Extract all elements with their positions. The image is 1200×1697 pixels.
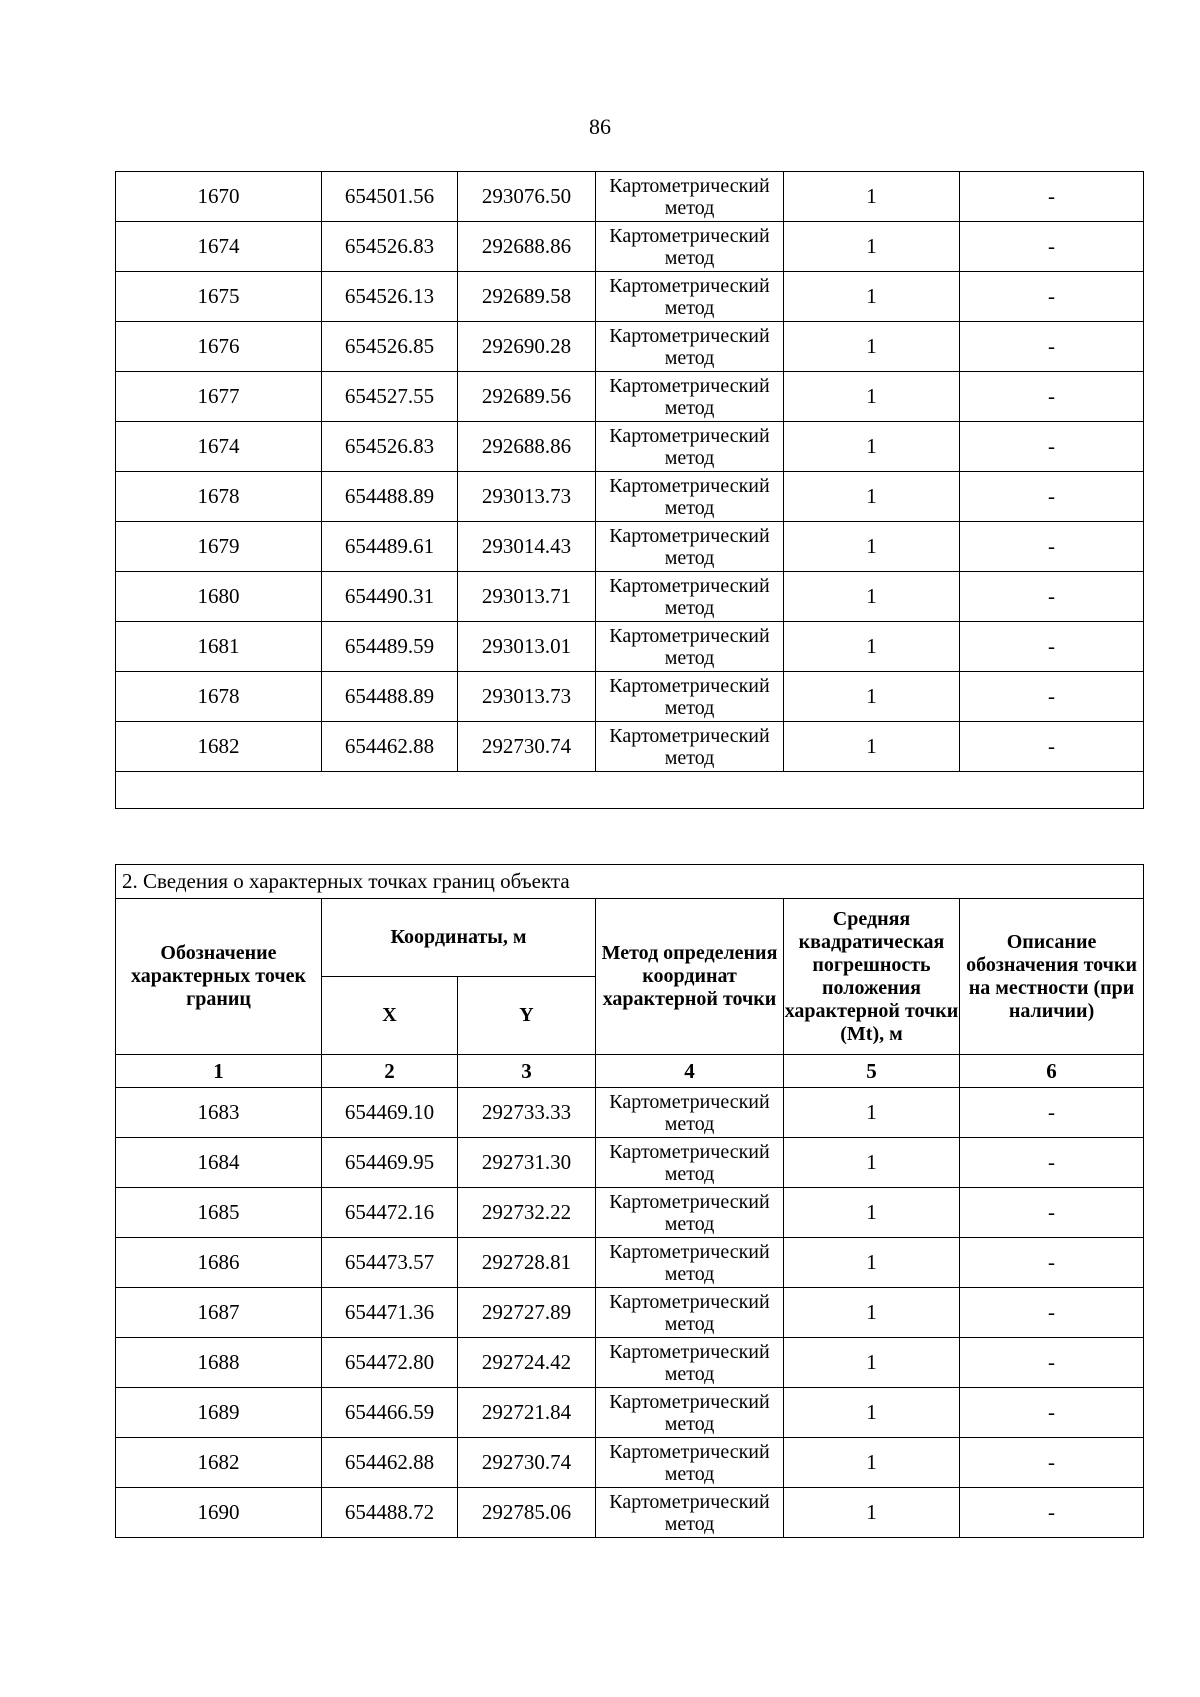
x-cell: 654526.83 xyxy=(322,222,458,272)
error-cell: 1 xyxy=(784,172,960,222)
error-cell: 1 xyxy=(784,1088,960,1138)
description-cell: - xyxy=(960,1088,1144,1138)
column-number: 3 xyxy=(458,1055,596,1088)
table-row xyxy=(116,1188,1144,1238)
header-method: Метод определения координат характерной точки xyxy=(596,899,784,1055)
point-cell: 1678 xyxy=(116,672,322,722)
method-cell: Картометрический метод xyxy=(596,622,784,672)
header-coordinates: Координаты, м xyxy=(322,899,596,977)
y-cell: 292690.28 xyxy=(458,322,596,372)
x-cell: 654489.61 xyxy=(322,522,458,572)
x-cell: 654501.56 xyxy=(322,172,458,222)
boundary-points-table xyxy=(115,864,1144,1538)
table-row xyxy=(116,322,1144,372)
method-cell: Картометрический метод xyxy=(596,222,784,272)
column-number: 1 xyxy=(116,1055,322,1088)
point-cell: 1674 xyxy=(116,222,322,272)
column-numbers-row xyxy=(116,1055,1144,1088)
description-cell: - xyxy=(960,222,1144,272)
coordinates-table-continued xyxy=(115,171,1144,809)
description-cell: - xyxy=(960,672,1144,722)
x-cell: 654526.83 xyxy=(322,422,458,472)
method-cell: Картометрический метод xyxy=(596,1438,784,1488)
point-cell: 1682 xyxy=(116,1438,322,1488)
x-cell: 654473.57 xyxy=(322,1238,458,1288)
error-cell: 1 xyxy=(784,1388,960,1438)
description-cell: - xyxy=(960,1138,1144,1188)
point-cell: 1680 xyxy=(116,572,322,622)
description-cell: - xyxy=(960,422,1144,472)
method-cell: Картометрический метод xyxy=(596,1138,784,1188)
y-cell: 292727.89 xyxy=(458,1288,596,1338)
table-row xyxy=(116,1438,1144,1488)
table-row xyxy=(116,272,1144,322)
description-cell: - xyxy=(960,372,1144,422)
method-cell: Картометрический метод xyxy=(596,1338,784,1388)
method-cell: Картометрический метод xyxy=(596,172,784,222)
table-row xyxy=(116,572,1144,622)
y-cell: 292728.81 xyxy=(458,1238,596,1288)
header-point-designation: Обозначение характерных точек границ xyxy=(116,899,322,1055)
y-cell: 292689.58 xyxy=(458,272,596,322)
y-cell: 292730.74 xyxy=(458,722,596,772)
error-cell: 1 xyxy=(784,1188,960,1238)
error-cell: 1 xyxy=(784,1438,960,1488)
point-cell: 1679 xyxy=(116,522,322,572)
method-cell: Картометрический метод xyxy=(596,372,784,422)
table-row xyxy=(116,1288,1144,1338)
table-row xyxy=(116,172,1144,222)
point-cell: 1683 xyxy=(116,1088,322,1138)
y-cell: 292731.30 xyxy=(458,1138,596,1188)
table-row xyxy=(116,1138,1144,1188)
x-cell: 654488.89 xyxy=(322,672,458,722)
table-row xyxy=(116,1338,1144,1388)
point-cell: 1677 xyxy=(116,372,322,422)
table-caption-row xyxy=(116,865,1144,899)
x-cell: 654472.16 xyxy=(322,1188,458,1238)
x-cell: 654527.55 xyxy=(322,372,458,422)
point-cell: 1688 xyxy=(116,1338,322,1388)
empty-row xyxy=(116,772,1144,809)
point-cell: 1690 xyxy=(116,1488,322,1538)
point-cell: 1687 xyxy=(116,1288,322,1338)
header-mean-square-error: Средняя квадратическая погрешность положения характерной точки (Mt), м xyxy=(784,899,960,1055)
error-cell: 1 xyxy=(784,1288,960,1338)
point-cell: 1676 xyxy=(116,322,322,372)
point-cell: 1670 xyxy=(116,172,322,222)
y-cell: 292688.86 xyxy=(458,222,596,272)
point-cell: 1675 xyxy=(116,272,322,322)
description-cell: - xyxy=(960,322,1144,372)
error-cell: 1 xyxy=(784,1338,960,1388)
method-cell: Картометрический метод xyxy=(596,1388,784,1438)
y-cell: 293076.50 xyxy=(458,172,596,222)
y-cell: 292689.56 xyxy=(458,372,596,422)
description-cell: - xyxy=(960,722,1144,772)
header-point-description: Описание обозначения точки на местности (при наличии) xyxy=(960,899,1144,1055)
table-row xyxy=(116,1088,1144,1138)
method-cell: Картометрический метод xyxy=(596,472,784,522)
table-row xyxy=(116,622,1144,672)
x-cell: 654488.72 xyxy=(322,1488,458,1538)
column-number: 5 xyxy=(784,1055,960,1088)
error-cell: 1 xyxy=(784,672,960,722)
header-row xyxy=(116,899,1144,977)
description-cell: - xyxy=(960,1488,1144,1538)
table-row xyxy=(116,1238,1144,1288)
point-cell: 1684 xyxy=(116,1138,322,1188)
error-cell: 1 xyxy=(784,722,960,772)
y-cell: 293013.71 xyxy=(458,572,596,622)
method-cell: Картометрический метод xyxy=(596,722,784,772)
x-cell: 654488.89 xyxy=(322,472,458,522)
boundary-points-table-body xyxy=(116,1088,1144,1538)
point-cell: 1678 xyxy=(116,472,322,522)
error-cell: 1 xyxy=(784,272,960,322)
point-cell: 1689 xyxy=(116,1388,322,1438)
error-cell: 1 xyxy=(784,222,960,272)
description-cell: - xyxy=(960,622,1144,672)
table-row xyxy=(116,422,1144,472)
error-cell: 1 xyxy=(784,622,960,672)
method-cell: Картометрический метод xyxy=(596,1238,784,1288)
method-cell: Картометрический метод xyxy=(596,672,784,722)
y-cell: 292730.74 xyxy=(458,1438,596,1488)
table-row xyxy=(116,672,1144,722)
header-y: Y xyxy=(458,977,596,1055)
y-cell: 293013.73 xyxy=(458,672,596,722)
description-cell: - xyxy=(960,1438,1144,1488)
x-cell: 654526.13 xyxy=(322,272,458,322)
y-cell: 293013.01 xyxy=(458,622,596,672)
method-cell: Картометрический метод xyxy=(596,1188,784,1238)
method-cell: Картометрический метод xyxy=(596,422,784,472)
y-cell: 292785.06 xyxy=(458,1488,596,1538)
point-cell: 1681 xyxy=(116,622,322,672)
column-number: 4 xyxy=(596,1055,784,1088)
table-row xyxy=(116,722,1144,772)
table-row xyxy=(116,472,1144,522)
y-cell: 293013.73 xyxy=(458,472,596,522)
method-cell: Картометрический метод xyxy=(596,1088,784,1138)
method-cell: Картометрический метод xyxy=(596,1288,784,1338)
table-row xyxy=(116,222,1144,272)
error-cell: 1 xyxy=(784,372,960,422)
page-number: 86 xyxy=(589,114,611,139)
table-row xyxy=(116,522,1144,572)
y-cell: 293014.43 xyxy=(458,522,596,572)
x-cell: 654526.85 xyxy=(322,322,458,372)
point-cell: 1682 xyxy=(116,722,322,772)
table-row xyxy=(116,372,1144,422)
y-cell: 292733.33 xyxy=(458,1088,596,1138)
description-cell: - xyxy=(960,1338,1144,1388)
description-cell: - xyxy=(960,1288,1144,1338)
point-cell: 1686 xyxy=(116,1238,322,1288)
empty-cell xyxy=(116,772,1144,809)
point-cell: 1685 xyxy=(116,1188,322,1238)
x-cell: 654489.59 xyxy=(322,622,458,672)
error-cell: 1 xyxy=(784,522,960,572)
method-cell: Картометрический метод xyxy=(596,272,784,322)
column-number: 6 xyxy=(960,1055,1144,1088)
x-cell: 654469.95 xyxy=(322,1138,458,1188)
error-cell: 1 xyxy=(784,322,960,372)
description-cell: - xyxy=(960,172,1144,222)
table-row xyxy=(116,1388,1144,1438)
x-cell: 654469.10 xyxy=(322,1088,458,1138)
method-cell: Картометрический метод xyxy=(596,522,784,572)
x-cell: 654471.36 xyxy=(322,1288,458,1338)
error-cell: 1 xyxy=(784,1238,960,1288)
point-cell: 1674 xyxy=(116,422,322,472)
description-cell: - xyxy=(960,1388,1144,1438)
method-cell: Картометрический метод xyxy=(596,322,784,372)
x-cell: 654490.31 xyxy=(322,572,458,622)
method-cell: Картометрический метод xyxy=(596,1488,784,1538)
x-cell: 654462.88 xyxy=(322,722,458,772)
y-cell: 292724.42 xyxy=(458,1338,596,1388)
error-cell: 1 xyxy=(784,1138,960,1188)
x-cell: 654462.88 xyxy=(322,1438,458,1488)
y-cell: 292688.86 xyxy=(458,422,596,472)
coordinates-table-body xyxy=(116,172,1144,809)
description-cell: - xyxy=(960,472,1144,522)
description-cell: - xyxy=(960,522,1144,572)
y-cell: 292721.84 xyxy=(458,1388,596,1438)
description-cell: - xyxy=(960,572,1144,622)
x-cell: 654472.80 xyxy=(322,1338,458,1388)
error-cell: 1 xyxy=(784,472,960,522)
table-row xyxy=(116,1488,1144,1538)
method-cell: Картометрический метод xyxy=(596,572,784,622)
description-cell: - xyxy=(960,272,1144,322)
error-cell: 1 xyxy=(784,572,960,622)
column-number: 2 xyxy=(322,1055,458,1088)
description-cell: - xyxy=(960,1188,1144,1238)
header-x: X xyxy=(322,977,458,1055)
table-caption: 2. Сведения о характерных точках границ объекта xyxy=(116,865,1144,899)
description-cell: - xyxy=(960,1238,1144,1288)
error-cell: 1 xyxy=(784,1488,960,1538)
y-cell: 292732.22 xyxy=(458,1188,596,1238)
error-cell: 1 xyxy=(784,422,960,472)
x-cell: 654466.59 xyxy=(322,1388,458,1438)
